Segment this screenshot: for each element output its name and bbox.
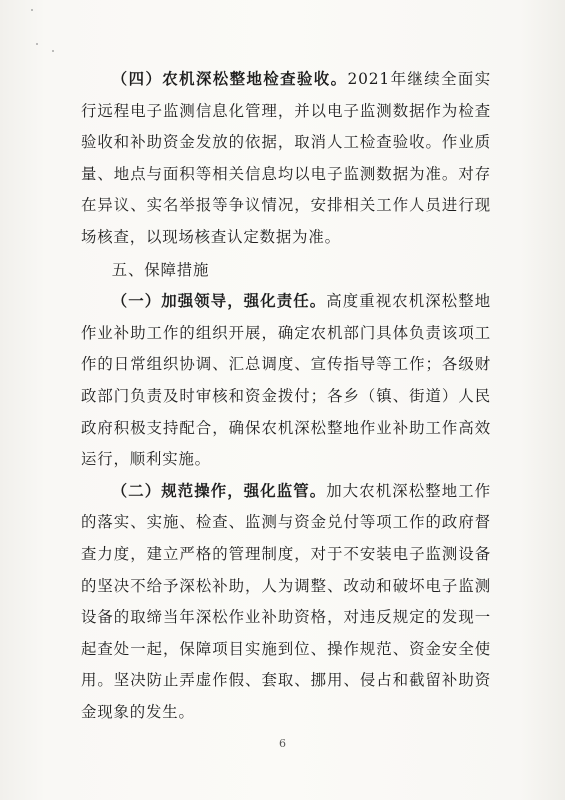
- scan-speck: [31, 9, 33, 11]
- section-heading: [81, 255, 491, 287]
- paragraph-lead: （一）加强领导，强化责任。: [111, 292, 327, 311]
- paragraph-leadership-responsibility: [81, 286, 491, 476]
- scan-speck: [52, 50, 54, 52]
- paragraph-lead: （四）农机深松整地检查验收。: [111, 70, 348, 88]
- paragraph-lead: （二）规范操作，强化监管。: [111, 481, 327, 500]
- document-body: [81, 64, 491, 728]
- paragraph-body: 高度重视农机深松整地作业补助工作的组织开展，确定农机部门具体负责该项工作的日常组织协调、汇总调度、宣传指导等工作；各级财政部门负责及时审核和资金拨付；各乡（镇、街道）人民政府积极支持配合，确保农机深松整地作业补助工作高效运行，顺利实施。: [81, 292, 491, 469]
- paragraph-body: 2021年继续全面实行远程电子监测信息化管理，并以电子监测数据作为检查验收和补助资金发放的依据，取消人工检查验收。作业质量、地点与面积等相关信息均以电子监测数据为准。对存在异议、实名举报等争议情况，安排相关工作人员进行现场核查，以现场核查认定数据为准。: [81, 70, 491, 246]
- section-heading-text: 五、保障措施: [111, 260, 210, 279]
- scan-speck: [36, 43, 38, 45]
- page-number: 6: [279, 737, 286, 750]
- paragraph-inspection-acceptance: [81, 64, 491, 254]
- paragraph-body: 加大农机深松整地工作的落实、实施、检查、监测与资金兑付等项工作的政府督查力度，建立严格的管理制度，对于不安装电子监测设备的坚决不给予深松补助，人为调整、改动和破坏电子监测设备的取缔当年深松作业补助资格，对违反规定的发现一起查处一起，保障项目实施到位、操作规范、资金安全使用。坚决防止弄虚作假、套取、挪用、侵占和截留补助资金现象的发生。: [81, 481, 491, 721]
- paragraph-standard-operation-supervision: [81, 476, 491, 729]
